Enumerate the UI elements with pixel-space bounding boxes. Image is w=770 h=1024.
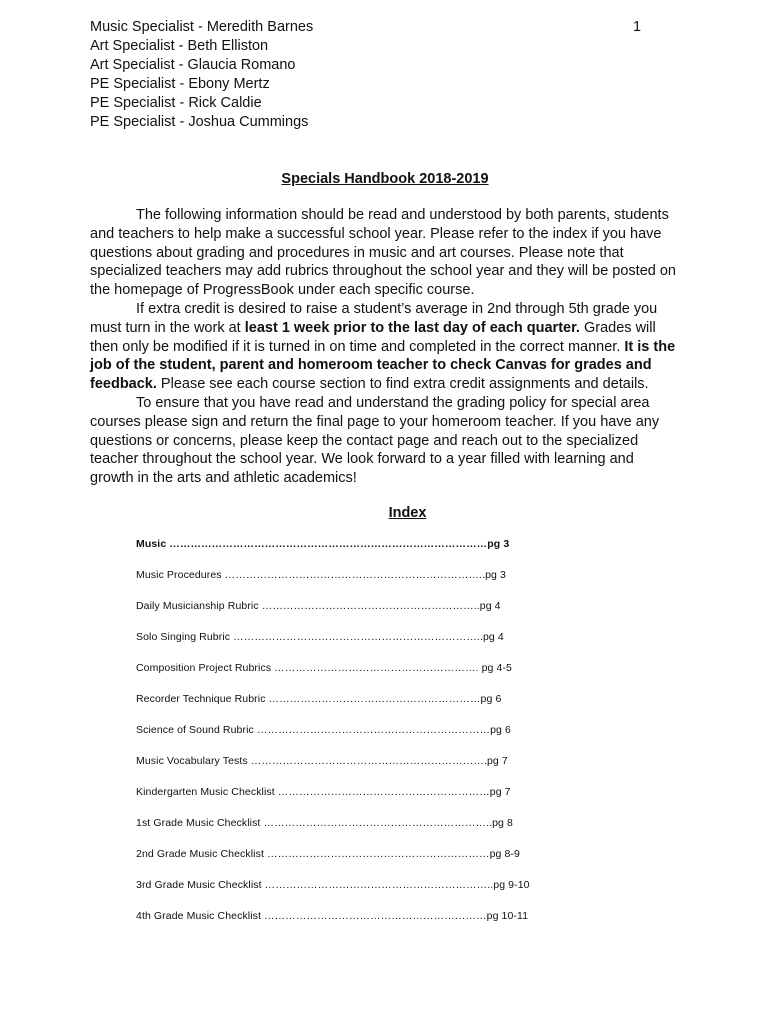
closing-paragraph: To ensure that you have read and understand the grading policy for special area courses please sign and return the final page to your homeroom teacher. If you have any questions or concerns, please keep the contact page and reach out to the specialized teacher throughout the school year. We look forward to a year filled with learning and growth in the arts and athletic academics! — [90, 394, 660, 487]
index-entry-music-procedures: Music Procedures ………………………………………………………………..pg 3 — [136, 569, 506, 581]
index-entry-daily-musicianship: Daily Musicianship Rubric ……………………………………………………..pg 4 — [136, 600, 501, 612]
staff-list — [90, 18, 650, 132]
index-list — [136, 537, 596, 940]
page-number: 1 — [633, 19, 642, 35]
index-entry-4th-grade: 4th Grade Music Checklist ………………………………………………………pg 10-11 — [136, 910, 529, 922]
index-entry-3rd-grade: 3rd Grade Music Checklist ………………………………………………………..pg 9-10 — [136, 879, 530, 891]
index-entry-2nd-grade: 2nd Grade Music Checklist ………………………………………………………pg 8-9 — [136, 848, 520, 860]
staff-pe-specialist-1: PE Specialist - Ebony Mertz — [90, 76, 270, 92]
staff-pe-specialist-2: PE Specialist - Rick Caldie — [90, 95, 262, 111]
index-entry-kindergarten: Kindergarten Music Checklist ……………………………………………………pg 7 — [136, 786, 511, 798]
index-entry-music: Music ………………………………………………………………………………pg 3 — [136, 538, 510, 550]
canvas-responsibility: It is the job of the student, parent and homeroom teacher to check Canvas for grades and feedback. — [90, 338, 676, 393]
document-body — [90, 206, 680, 488]
index-entry-recorder: Recorder Technique Rubric ……………………………………………………pg 6 — [136, 693, 502, 705]
extra-credit-text-2: Grades will then only be modified if it is turned in on time and completed in the correct manner. — [90, 319, 656, 355]
index-entry-composition: Composition Project Rubrics …………………………………………………. pg 4-5 — [136, 662, 512, 674]
staff-pe-specialist-3: PE Specialist - Joshua Cummings — [90, 114, 309, 130]
intro-paragraph: The following information should be read and understood by both parents, students and teachers to help make a successful school year. Please refer to the index if you have questions about grading and procedures in music and art courses. Please note that specialized teachers may add rubrics throughout the school year and they will be posted on the homepage of ProgressBook under each specific course. — [90, 207, 676, 299]
extra-credit-text-1: If extra credit is desired to raise a student’s average in 2nd through 5th grade you must turn in the work at — [90, 300, 658, 336]
index-entry-vocabulary-tests: Music Vocabulary Tests ………………………………………………………….pg 7 — [136, 755, 508, 767]
staff-art-specialist-1: Art Specialist - Beth Elliston — [90, 38, 269, 54]
index-entry-solo-singing: Solo Singing Rubric ……………………………………………………………..pg 4 — [136, 631, 504, 643]
extra-credit-deadline: least 1 week prior to the last day of each quarter. — [244, 319, 580, 336]
index-entry-1st-grade: 1st Grade Music Checklist ………………………………………………………..pg 8 — [136, 817, 513, 829]
document-title: Specials Handbook 2018-2019 — [281, 171, 489, 187]
staff-art-specialist-2: Art Specialist - Glaucia Romano — [90, 57, 296, 73]
extra-credit-paragraph — [90, 300, 680, 394]
extra-credit-text-3: Please see each course section to find extra credit assignments and details. — [156, 376, 649, 393]
index-entry-science-of-sound: Science of Sound Rubric …………………………………………………………pg 6 — [136, 724, 511, 736]
staff-music-specialist: Music Specialist - Meredith Barnes — [90, 19, 314, 35]
index-title: Index — [388, 505, 427, 521]
